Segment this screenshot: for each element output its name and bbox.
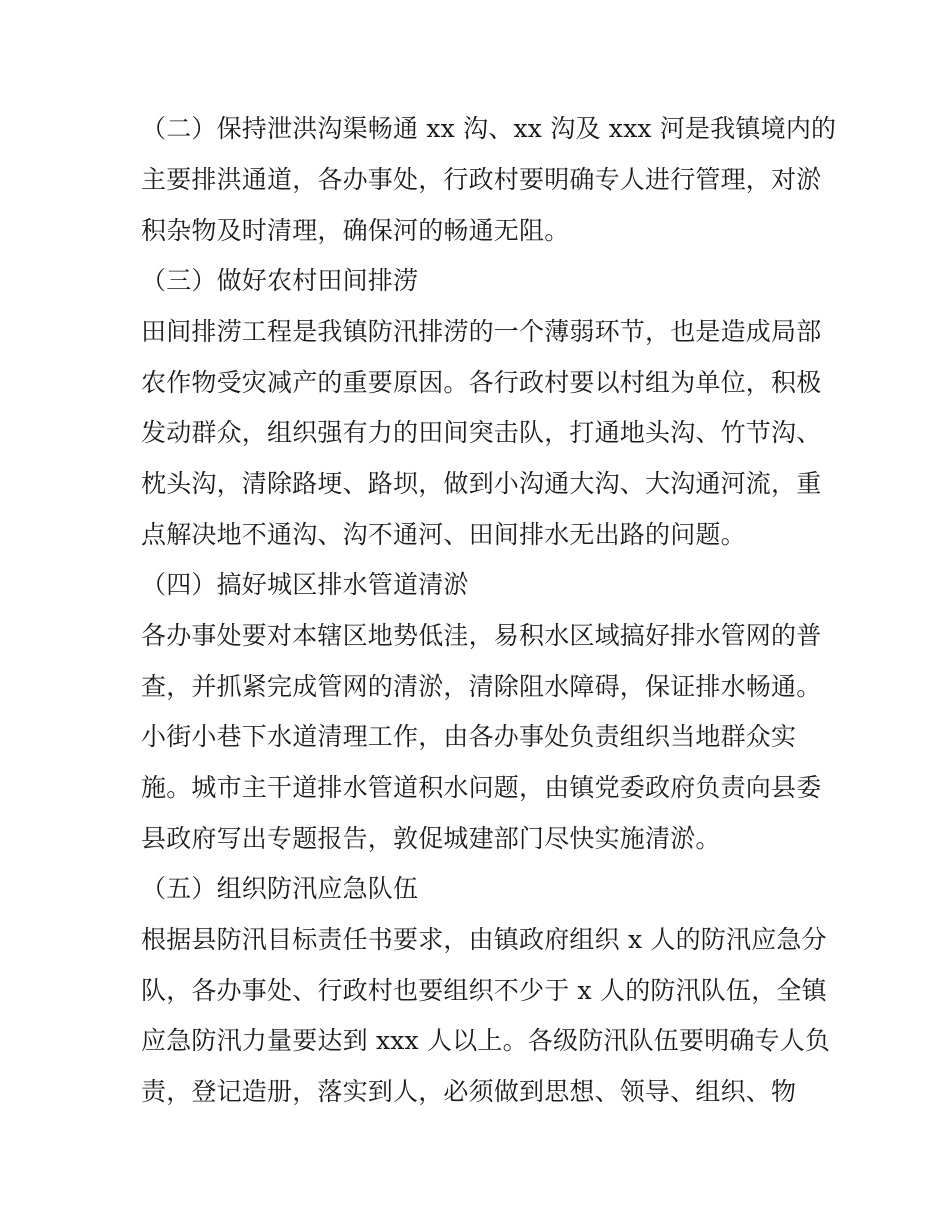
text-line: 发动群众，组织强有力的田间突击队，打通地头沟、竹节沟、: [141, 418, 822, 447]
text-line: 查，并抓紧完成管网的清淤，清除阻水障碍，保证排水畅通。: [141, 672, 822, 701]
text-line: 责，登记造册，落实到人，必须做到思想、领导、组织、物: [141, 1077, 797, 1106]
text-line: 小街小巷下水道清理工作，由各办事处负责组织当地群众实: [141, 722, 797, 751]
text-line: 根据县防汛目标责任书要求，由镇政府组织 x 人的防汛应急分: [141, 925, 827, 954]
text-line: 施。城市主干道排水管道积水问题，由镇党委政府负责向县委: [141, 773, 822, 802]
text-line: 积杂物及时清理，确保河的畅通无阻。: [141, 216, 570, 245]
text-line: 点解决地不通沟、沟不通河、田间排水无出路的问题。: [141, 520, 746, 549]
section-heading: （五）组织防汛应急队伍: [141, 874, 419, 903]
text-line: 各办事处要对本辖区地势低洼，易积水区域搞好排水管网的普: [141, 621, 822, 650]
text-line: 农作物受灾减产的重要原因。各行政村要以村组为单位，积极: [141, 368, 822, 397]
text-line: 枕头沟，清除路埂、路坝，做到小沟通大沟、大沟通河流，重: [141, 469, 822, 498]
text-line: （二）保持泄洪沟渠畅通 xx 沟、xx 沟及 xxx 河是我镇境内的: [141, 114, 837, 143]
section-heading: （三）做好农村田间排涝: [141, 266, 419, 295]
text-line: 主要排洪通道，各办事处，行政村要明确专人进行管理，对淤: [141, 165, 822, 194]
text-line: 队，各办事处、行政村也要组织不少于 x 人的防汛队伍，全镇: [141, 976, 827, 1005]
text-line: 田间排涝工程是我镇防汛排涝的一个薄弱环节，也是造成局部: [141, 317, 822, 346]
section-heading: （四）搞好城区排水管道清淤: [141, 570, 469, 599]
text-line: 县政府写出专题报告，敦促城建部门尽快实施清淤。: [141, 824, 721, 853]
text-line: 应急防汛力量要达到 xxx 人以上。各级防汛队伍要明确专人负: [141, 1026, 831, 1055]
